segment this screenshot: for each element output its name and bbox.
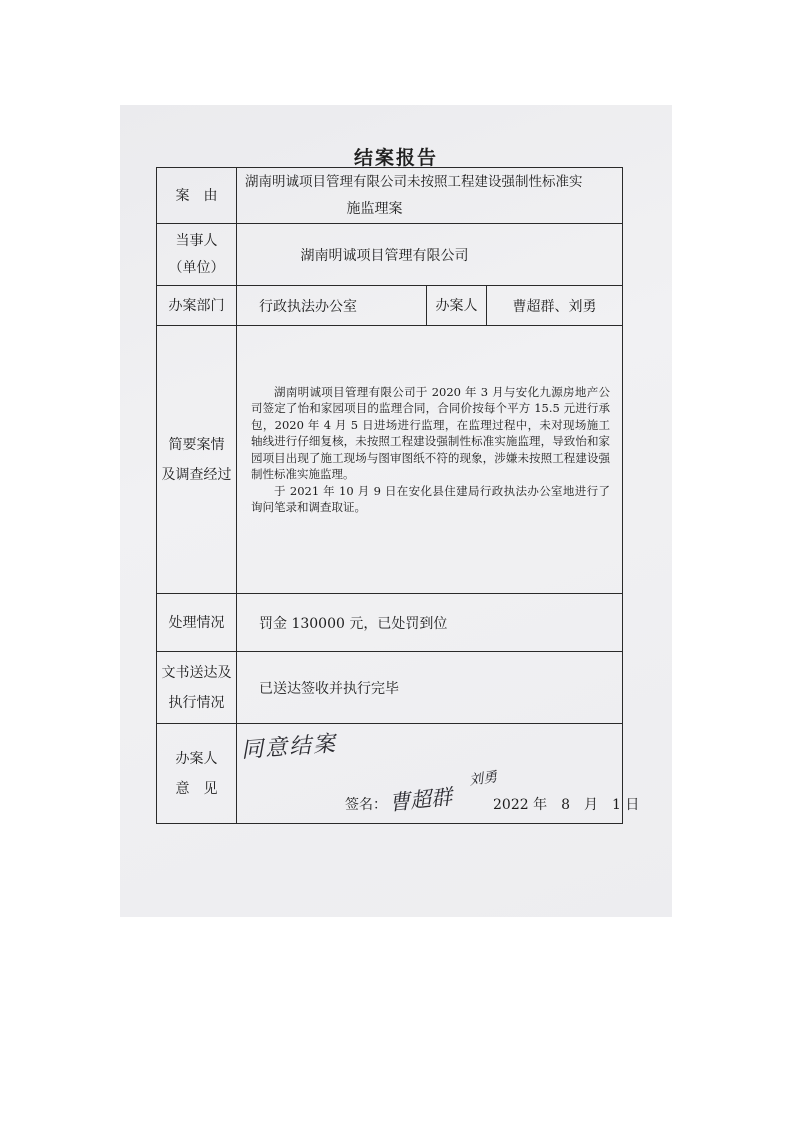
case-cause-line-1: 湖南明诚项目管理有限公司未按照工程建设强制性标准实	[245, 173, 583, 190]
delivery-label-line-1: 文书送达及	[161, 664, 232, 681]
row-party	[157, 224, 623, 286]
party-label	[157, 224, 237, 286]
opinion-label-line-1: 办案人	[175, 750, 218, 767]
party-label-line-1: 当事人	[175, 232, 218, 249]
case-cause-value	[237, 168, 623, 224]
sign-label: 签名：	[345, 797, 387, 813]
opinion-label	[157, 724, 237, 824]
summary-label-line-2: 及调查经过	[161, 466, 232, 483]
signature-date: 2022 年 8 月 1 日	[493, 797, 640, 813]
handler-label: 办案人	[427, 286, 487, 326]
document-photo	[120, 105, 672, 917]
row-delivery	[157, 652, 623, 724]
handling-value: 罚金 130000 元，已处罚到位	[237, 594, 623, 652]
department-label: 办案部门	[157, 286, 237, 326]
summary-label-line-1: 简要案情	[168, 436, 225, 453]
delivery-label	[157, 652, 237, 724]
case-cause-line-2: 施监理案	[346, 200, 403, 217]
report-title: 结案报告	[353, 147, 438, 169]
summary-value	[237, 326, 623, 594]
handwritten-signature-1: 曹超群	[388, 784, 454, 816]
summary-label	[157, 326, 237, 594]
handwritten-opinion: 同意结案	[240, 731, 338, 764]
case-cause-label: 案 由	[157, 168, 237, 224]
handling-label: 处理情况	[157, 594, 237, 652]
row-case-cause	[157, 168, 623, 224]
opinion-value	[237, 724, 640, 824]
report-table	[156, 167, 640, 824]
summary-paragraph-1: 湖南明诚项目管理有限公司于 2020 年 3 月与安化九源房地产公司签定了怡和家园项目的监理合同，合同价按每个平方 15.5 元进行承包，2020 年 4 月 5 日进场进行监理，在监理过程中，未对现场施工轴线进行仔细复核，未按照工程建设强制性标准实施监理，导致怡和家园项目出现了施工现场与图审图纸不符的现象，涉嫌未按照工程建设强制性标准实施监理。	[251, 384, 611, 481]
handler-value: 曹超群、刘勇	[487, 286, 623, 326]
summary-paragraph-2: 于 2021 年 10 月 9 日在安化县住建局行政执法办公室地进行了询问笔录和调查取证。	[251, 483, 611, 514]
department-value: 行政执法办公室	[237, 286, 427, 326]
row-summary	[157, 326, 623, 594]
row-department	[157, 286, 623, 326]
handwritten-signature-2: 刘勇	[468, 769, 499, 789]
party-value: 湖南明诚项目管理有限公司	[237, 224, 623, 286]
row-opinion	[157, 724, 623, 824]
delivery-value: 已送达签收并执行完毕	[237, 652, 623, 724]
delivery-label-line-2: 执行情况	[168, 694, 225, 711]
row-handling	[157, 594, 623, 652]
party-label-line-2: （单位）	[168, 259, 225, 276]
opinion-label-line-2: 意 见	[175, 780, 218, 797]
